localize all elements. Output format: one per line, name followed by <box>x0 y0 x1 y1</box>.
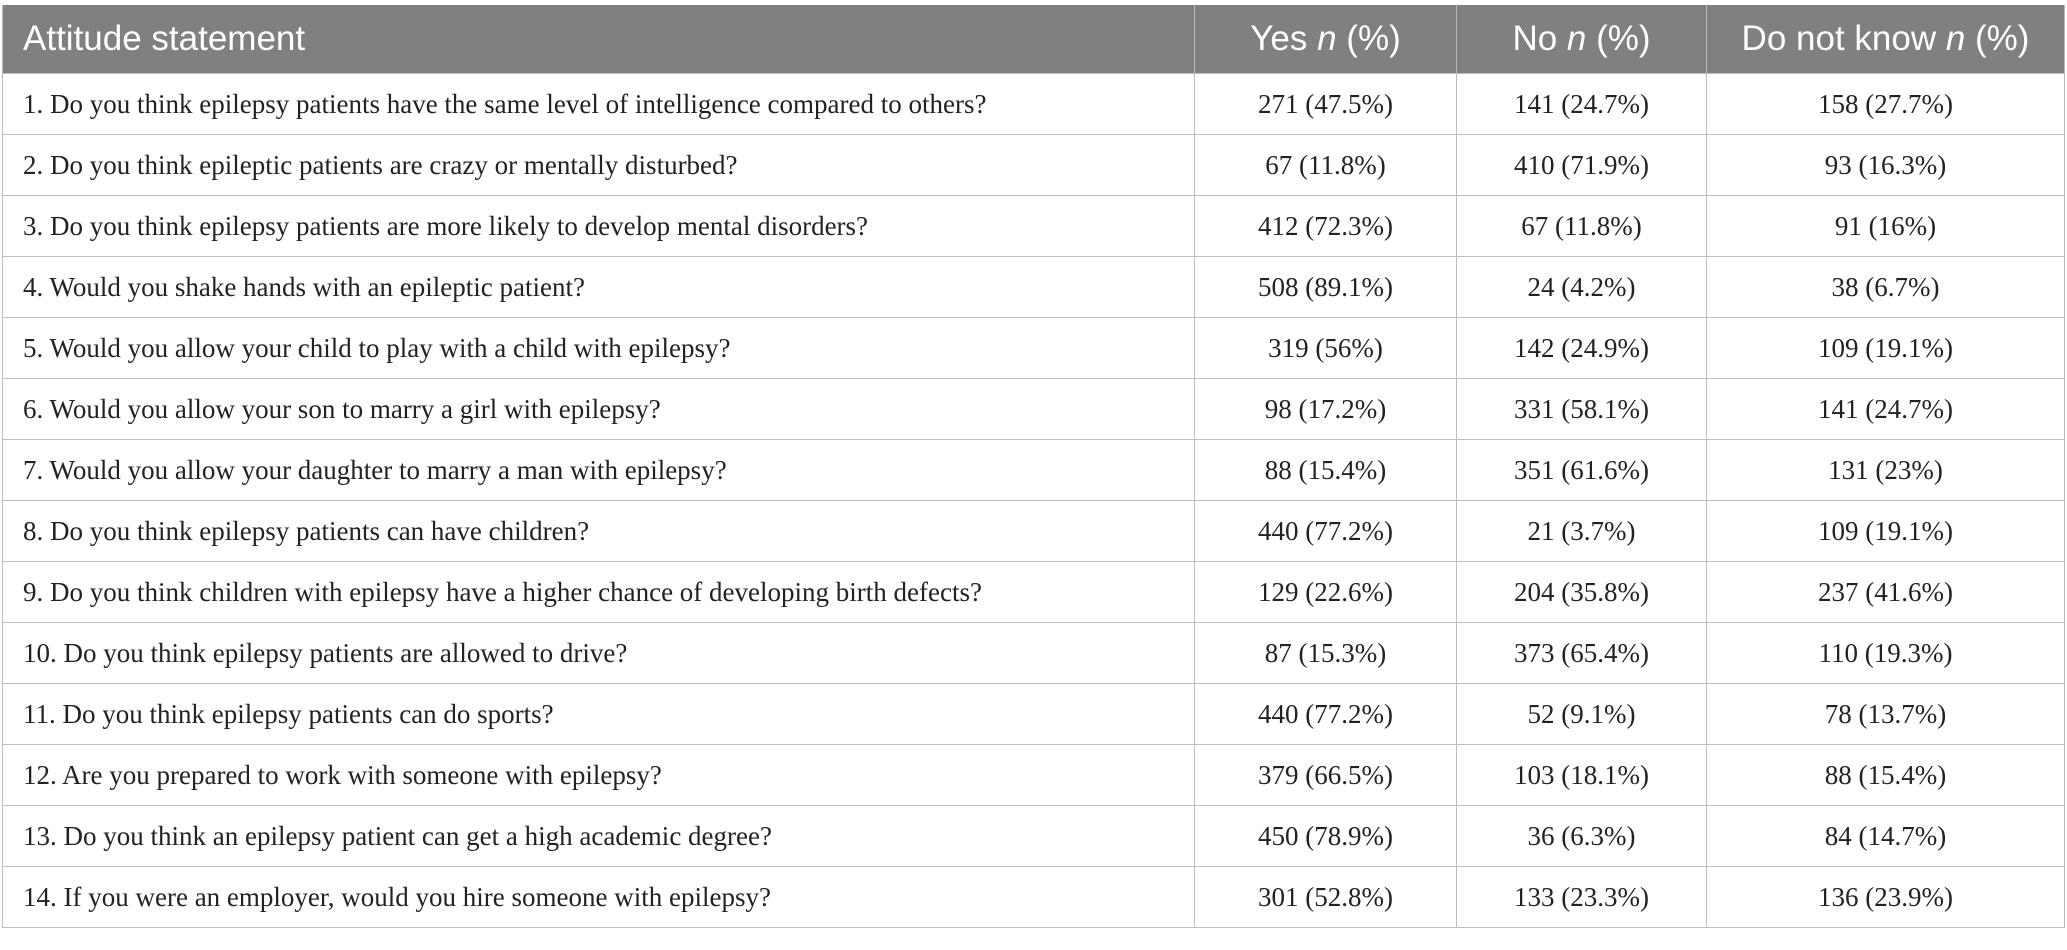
statement-cell: 2. Do you think epileptic patients are crazy or mentally disturbed? <box>3 135 1195 196</box>
header-n: n <box>1566 19 1587 58</box>
do-not-know-cell: 91 (16%) <box>1707 196 2065 257</box>
do-not-know-cell: 158 (27.7%) <box>1707 74 2065 135</box>
no-cell: 24 (4.2%) <box>1457 257 1707 318</box>
table-row <box>3 806 2065 867</box>
header-n: n <box>1317 19 1337 58</box>
table-row <box>3 74 2065 135</box>
do-not-know-cell: 38 (6.7%) <box>1707 257 2065 318</box>
no-cell: 103 (18.1%) <box>1457 745 1707 806</box>
statement-cell: 12. Are you prepared to work with someone with epilepsy? <box>3 745 1195 806</box>
header-n: n <box>1945 19 1966 58</box>
yes-cell: 508 (89.1%) <box>1195 257 1457 318</box>
no-cell: 142 (24.9%) <box>1457 318 1707 379</box>
table-row <box>3 562 2065 623</box>
statement-cell: 4. Would you shake hands with an epileptic patient? <box>3 257 1195 318</box>
no-cell: 52 (9.1%) <box>1457 684 1707 745</box>
no-cell: 373 (65.4%) <box>1457 623 1707 684</box>
yes-cell: 440 (77.2%) <box>1195 684 1457 745</box>
header-percent: (%) <box>1586 19 1651 58</box>
table-row <box>3 745 2065 806</box>
no-cell: 141 (24.7%) <box>1457 74 1707 135</box>
header-row <box>3 5 2065 74</box>
no-cell: 21 (3.7%) <box>1457 501 1707 562</box>
table-row <box>3 257 2065 318</box>
no-cell: 410 (71.9%) <box>1457 135 1707 196</box>
table-row <box>3 867 2065 928</box>
do-not-know-cell: 131 (23%) <box>1707 440 2065 501</box>
yes-cell: 67 (11.8%) <box>1195 135 1457 196</box>
no-cell: 133 (23.3%) <box>1457 867 1707 928</box>
yes-cell: 319 (56%) <box>1195 318 1457 379</box>
do-not-know-cell: 109 (19.1%) <box>1707 318 2065 379</box>
yes-cell: 301 (52.8%) <box>1195 867 1457 928</box>
statement-cell: 9. Do you think children with epilepsy have a higher chance of developing birth defects? <box>3 562 1195 623</box>
do-not-know-cell: 136 (23.9%) <box>1707 867 2065 928</box>
statement-cell: 1. Do you think epilepsy patients have the same level of intelligence compared to others? <box>3 74 1195 135</box>
header-attitude-statement <box>3 5 1195 74</box>
statement-cell: 6. Would you allow your son to marry a girl with epilepsy? <box>3 379 1195 440</box>
do-not-know-cell: 88 (15.4%) <box>1707 745 2065 806</box>
statement-cell: 14. If you were an employer, would you hire someone with epilepsy? <box>3 867 1195 928</box>
yes-cell: 129 (22.6%) <box>1195 562 1457 623</box>
header-percent: (%) <box>1336 19 1401 58</box>
do-not-know-cell: 84 (14.7%) <box>1707 806 2065 867</box>
no-cell: 331 (58.1%) <box>1457 379 1707 440</box>
statement-cell: 10. Do you think epilepsy patients are allowed to drive? <box>3 623 1195 684</box>
table-body <box>3 74 2065 928</box>
do-not-know-cell: 93 (16.3%) <box>1707 135 2065 196</box>
yes-cell: 412 (72.3%) <box>1195 196 1457 257</box>
header-text: Do not know <box>1741 19 1946 58</box>
do-not-know-cell: 237 (41.6%) <box>1707 562 2065 623</box>
yes-cell: 87 (15.3%) <box>1195 623 1457 684</box>
statement-cell: 7. Would you allow your daughter to marry a man with epilepsy? <box>3 440 1195 501</box>
table-row <box>3 196 2065 257</box>
yes-cell: 88 (15.4%) <box>1195 440 1457 501</box>
header-no <box>1457 5 1707 74</box>
attitude-table <box>2 5 2065 928</box>
table-row <box>3 623 2065 684</box>
do-not-know-cell: 109 (19.1%) <box>1707 501 2065 562</box>
do-not-know-cell: 78 (13.7%) <box>1707 684 2065 745</box>
yes-cell: 379 (66.5%) <box>1195 745 1457 806</box>
statement-cell: 13. Do you think an epilepsy patient can get a high academic degree? <box>3 806 1195 867</box>
no-cell: 204 (35.8%) <box>1457 562 1707 623</box>
yes-cell: 450 (78.9%) <box>1195 806 1457 867</box>
header-percent: (%) <box>1965 19 2030 58</box>
statement-cell: 11. Do you think epilepsy patients can do sports? <box>3 684 1195 745</box>
no-cell: 36 (6.3%) <box>1457 806 1707 867</box>
yes-cell: 440 (77.2%) <box>1195 501 1457 562</box>
statement-cell: 5. Would you allow your child to play with a child with epilepsy? <box>3 318 1195 379</box>
table-row <box>3 501 2065 562</box>
table-row <box>3 318 2065 379</box>
do-not-know-cell: 110 (19.3%) <box>1707 623 2065 684</box>
statement-cell: 8. Do you think epilepsy patients can have children? <box>3 501 1195 562</box>
table-row <box>3 379 2065 440</box>
yes-cell: 98 (17.2%) <box>1195 379 1457 440</box>
table-header <box>3 5 2065 74</box>
header-text: Attitude statement <box>23 19 306 58</box>
table-row <box>3 135 2065 196</box>
do-not-know-cell: 141 (24.7%) <box>1707 379 2065 440</box>
attitude-table-container <box>2 5 2064 928</box>
header-text: No <box>1512 19 1567 58</box>
header-do-not-know <box>1707 5 2065 74</box>
header-text: Yes <box>1250 19 1318 58</box>
header-yes <box>1195 5 1457 74</box>
table-row <box>3 440 2065 501</box>
statement-cell: 3. Do you think epilepsy patients are more likely to develop mental disorders? <box>3 196 1195 257</box>
yes-cell: 271 (47.5%) <box>1195 74 1457 135</box>
no-cell: 351 (61.6%) <box>1457 440 1707 501</box>
no-cell: 67 (11.8%) <box>1457 196 1707 257</box>
table-row <box>3 684 2065 745</box>
